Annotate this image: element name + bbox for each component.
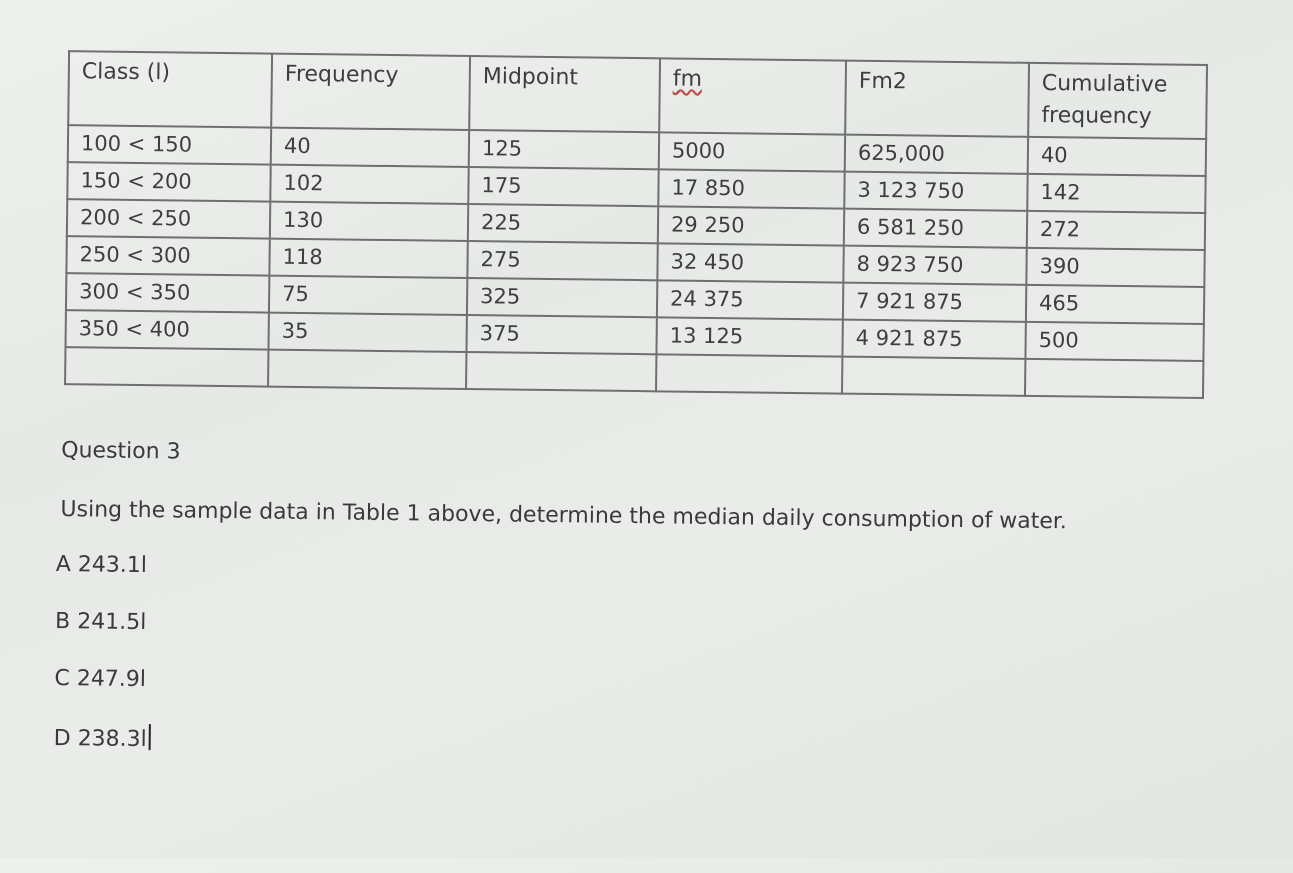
- cell-empty: [65, 347, 268, 386]
- cell-cumulative: 465: [1026, 285, 1204, 324]
- cell-fm2: 625,000: [845, 135, 1028, 174]
- cell-fm: 24 375: [657, 280, 843, 319]
- cell-frequency: 75: [269, 276, 467, 315]
- cell-cumulative: 390: [1026, 248, 1204, 287]
- cell-cumulative: 272: [1027, 211, 1205, 250]
- text-cursor: [149, 724, 151, 750]
- cell-class: 200 < 250: [67, 199, 270, 238]
- cell-midpoint: 225: [468, 204, 658, 243]
- question-text: Using the sample data in Table 1 above, determine the median daily consumption of water.: [60, 497, 1068, 535]
- cell-fm: 5000: [659, 132, 845, 171]
- cell-midpoint: 375: [466, 315, 656, 354]
- cell-empty: [268, 350, 466, 389]
- cell-fm2: 4 921 875: [842, 320, 1025, 359]
- cell-fm2: 7 921 875: [843, 283, 1026, 322]
- cell-class: 350 < 400: [65, 310, 268, 349]
- header-fm-label: fm: [672, 66, 703, 92]
- option-c[interactable]: C 247.9l: [54, 665, 147, 693]
- cell-fm: 13 125: [656, 317, 842, 356]
- cell-class: 100 < 150: [68, 125, 271, 164]
- header-midpoint: Midpoint: [469, 56, 660, 132]
- cell-fm2: 8 923 750: [843, 246, 1026, 285]
- question-block: [53, 438, 1068, 795]
- cell-frequency: 118: [269, 239, 467, 278]
- option-d-label: D 238.3l: [53, 725, 147, 753]
- cell-cumulative: 142: [1027, 174, 1205, 213]
- cell-midpoint: 175: [468, 167, 658, 206]
- header-cumulative-frequency: Cumulative frequency: [1028, 63, 1207, 139]
- cell-fm: 17 850: [658, 169, 844, 208]
- cell-cumulative: 40: [1028, 137, 1206, 176]
- header-class: Class (l): [68, 51, 272, 127]
- cell-fm: 29 250: [658, 206, 844, 245]
- cell-fm2: 3 123 750: [844, 172, 1027, 211]
- cell-frequency: 40: [271, 128, 469, 167]
- cell-class: 250 < 300: [66, 236, 269, 275]
- header-fm2: Fm2: [845, 61, 1029, 137]
- cell-class: 300 < 350: [66, 273, 269, 312]
- cell-frequency: 35: [268, 313, 466, 352]
- cell-empty: [466, 352, 656, 391]
- cell-midpoint: 275: [467, 241, 657, 280]
- cell-empty: [656, 354, 842, 393]
- cell-midpoint: 125: [469, 130, 659, 169]
- table-header-row: [68, 51, 1207, 139]
- option-d[interactable]: [54, 723, 1065, 763]
- cell-fm2: 6 581 250: [844, 209, 1027, 248]
- cell-empty: [842, 357, 1025, 396]
- cell-empty: [1025, 359, 1203, 398]
- cell-midpoint: 325: [467, 278, 657, 317]
- option-a[interactable]: A 243.1l: [55, 551, 148, 579]
- question-title: Question 3: [61, 438, 181, 465]
- frequency-table: [64, 50, 1208, 399]
- cell-cumulative: 500: [1025, 322, 1203, 361]
- cell-frequency: 130: [270, 202, 468, 241]
- header-frequency: Frequency: [271, 54, 470, 130]
- cell-class: 150 < 200: [67, 162, 270, 201]
- header-fm: [659, 58, 846, 134]
- cell-frequency: 102: [270, 165, 468, 204]
- option-b[interactable]: B 241.5l: [54, 608, 147, 636]
- cell-fm: 32 450: [657, 243, 843, 282]
